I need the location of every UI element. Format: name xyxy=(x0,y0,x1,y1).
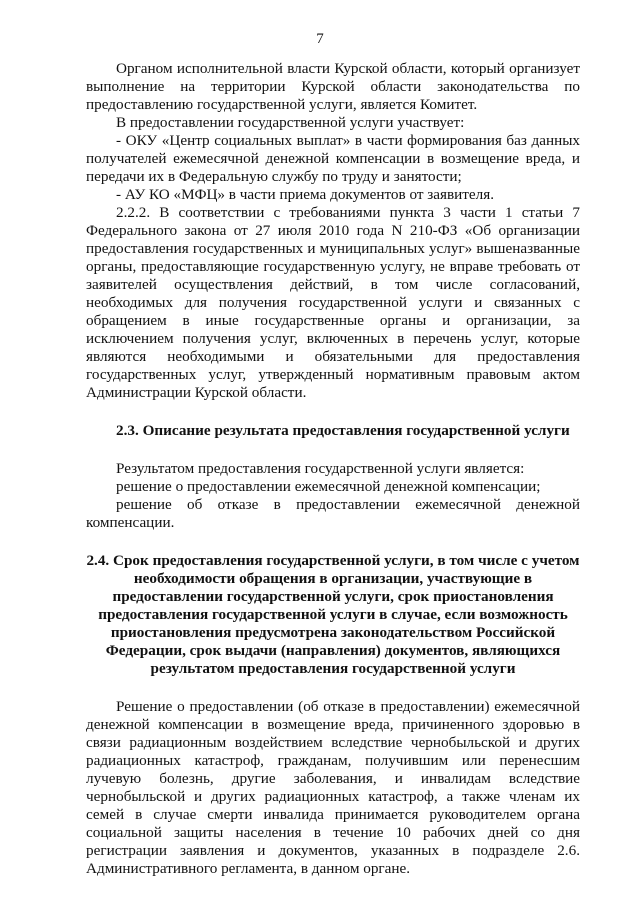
page-number: 7 xyxy=(316,31,324,47)
document-body xyxy=(86,60,580,878)
paragraph-decision-term: Решение о предоставлении (об отказе в предоставлении) ежемесячной денежной компенсации в возмещение вреда, причиненного здоровью в связи радиационным воздействием вследствие чернобыльской и других радиационных катастроф, гражданам, получившим или перенесшим лучевую болезнь, другие заболевания, и инвалидам вследствие чернобыльской и других радиационных катастроф, а также членам их семей в случае смерти инвалида принимается руководителем органа социальной защиты населения в течение 10 рабочих дней со дня регистрации заявления и документов, указанных в подразделе 2.6. Административного регламента, в данном органе. xyxy=(86,698,580,877)
paragraph-2-2-2: 2.2.2. В соответствии с требованиями пункта 3 части 1 статьи 7 Федерального закона от 27 июля 2010 года N 210-ФЗ «Об организации предоставления государственных и муниципальных услуг» вышеназванные органы, предоставляющие государственную услугу, не вправе требовать от заявителей осуществления действий, в том числе согласований, необходимых для получения государственной услуги и связанных с обращением в иные государственные органы и организации, за исключением получения услуг, включенных в перечень услуг, которые являются необходимыми и обязательными для предоставления государственных услуг, утвержденный нормативным правовым актом Администрации Курской области. xyxy=(86,204,580,401)
result-intro: Результатом предоставления государственной услуги является: xyxy=(116,460,525,477)
section-heading-2-3: 2.3. Описание результата предоставления государственной услуги xyxy=(116,422,570,439)
list-item-mfc: - АУ КО «МФЦ» в части приема документов от заявителя. xyxy=(116,186,495,203)
section-heading-2-4: 2.4. Срок предоставления государственной услуги, в том числе с учетом необходимости обращения в организации, участвующие в предоставлении государственной услуги, срок приостановления предоставления государственной услуги в случае, если возможность приостановления предусмотрена законодательством Российской Федерации, срок выдачи (направления) документов, являющихся результатом предоставления государственной услуги xyxy=(86,552,580,677)
paragraph-executive-body: Органом исполнительной власти Курской области, который организует выполнение на территории Курской области законодательства по предоставлению государственной услуги, является Комитет. xyxy=(86,60,580,113)
result-item-refusal: решение об отказе в предоставлении ежемесячной денежной компенсации. xyxy=(86,496,580,531)
list-item-oku: - ОКУ «Центр социальных выплат» в части формирования баз данных получателей ежемесячной денежной компенсации в возмещение вреда, и передачи их в Федеральную службу по труду и занятости; xyxy=(86,132,580,185)
paragraph-participants-intro: В предоставлении государственной услуги участвует: xyxy=(116,114,465,131)
result-item-grant: решение о предоставлении ежемесячной денежной компенсации; xyxy=(116,478,541,495)
